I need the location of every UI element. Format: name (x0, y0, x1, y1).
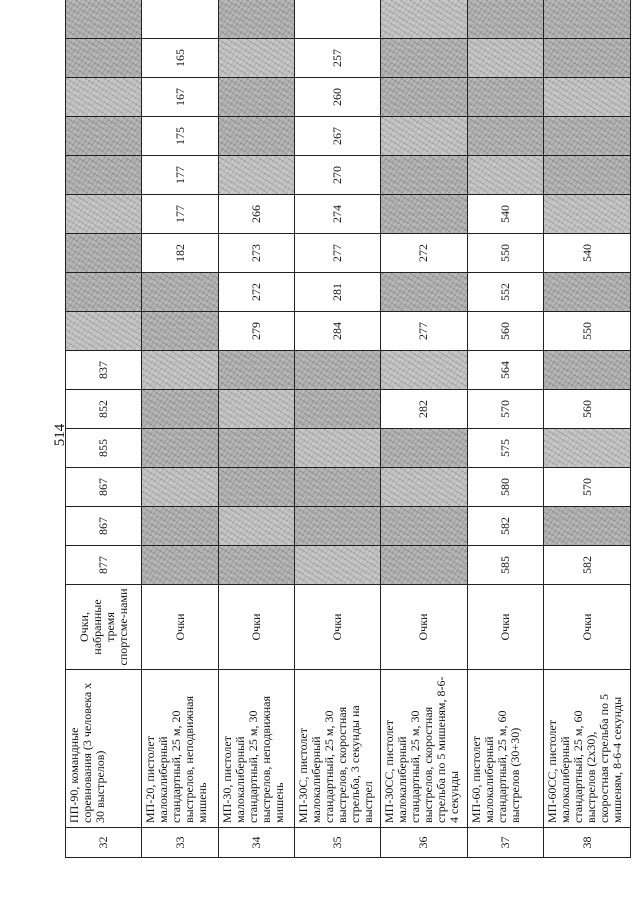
value-cell: 272 (218, 273, 294, 312)
value-cell: 165 (142, 39, 218, 78)
page-number: 514 (52, 423, 68, 447)
shaded-value-cell (467, 156, 543, 195)
shaded-value-cell (142, 546, 218, 585)
discipline-description-cell: МП-30СС, пистолет малокалиберный стандартный, 25 м, 30 выстрелов, скоростная стрельба по 5 мишеням, 8-6-4 секунды (380, 670, 467, 828)
shaded-value-cell (380, 195, 467, 234)
discipline-description-cell: ПП-90, командные соревнования (3 человека x 30 выстрелов) (66, 670, 142, 828)
shaded-value-cell (380, 273, 467, 312)
shaded-value-cell (295, 507, 381, 546)
value-cell: 266 (218, 195, 294, 234)
value-cell (295, 0, 381, 39)
value-cell: 550 (544, 312, 631, 351)
shaded-value-cell (66, 0, 142, 39)
shaded-value-cell (66, 78, 142, 117)
shaded-value-cell (295, 390, 381, 429)
row-number-cell: 37 (467, 828, 543, 858)
shaded-value-cell (142, 507, 218, 546)
norms-table-rotated (65, 33, 631, 858)
shaded-value-cell (66, 117, 142, 156)
shaded-value-cell (218, 429, 294, 468)
value-cell: 564 (467, 351, 543, 390)
shaded-value-cell (66, 234, 142, 273)
value-cell: 585 (467, 546, 543, 585)
value-cell: 274 (295, 195, 381, 234)
table-row (66, 0, 142, 858)
shaded-value-cell (467, 0, 543, 39)
shaded-value-cell (380, 78, 467, 117)
shaded-value-cell (66, 156, 142, 195)
value-cell: 867 (66, 468, 142, 507)
shaded-value-cell (142, 312, 218, 351)
shaded-value-cell (380, 546, 467, 585)
shaded-value-cell (380, 156, 467, 195)
shaded-value-cell (380, 429, 467, 468)
shaded-value-cell (544, 39, 631, 78)
discipline-description-cell: МП-30С, пистолет малокалиберный стандартный, 25 м, 30 выстрелов, скоростная стрельба, 3 секунды на выстрел (295, 670, 381, 828)
shaded-value-cell (295, 351, 381, 390)
shaded-value-cell (142, 468, 218, 507)
value-cell: 270 (295, 156, 381, 195)
row-number-cell: 32 (66, 828, 142, 858)
value-cell: 177 (142, 156, 218, 195)
discipline-description-cell: МП-30, пистолет малокалиберный стандартный, 25 м, 30 выстрелов, неподвижная мишень (218, 670, 294, 828)
shaded-value-cell (380, 507, 467, 546)
shaded-value-cell (380, 0, 467, 39)
value-cell: 260 (295, 78, 381, 117)
value-cell: 277 (380, 312, 467, 351)
shaded-value-cell (380, 351, 467, 390)
value-cell: 570 (467, 390, 543, 429)
value-cell: 580 (467, 468, 543, 507)
row-number-cell: 34 (218, 828, 294, 858)
shaded-value-cell (218, 507, 294, 546)
table-row (142, 0, 218, 858)
shaded-value-cell (218, 546, 294, 585)
value-cell: 582 (544, 546, 631, 585)
discipline-description-cell: МП-60СС, пистолет малокалиберный стандартный, 25 м, 60 выстрелов (2х30), скоростная стрельба по 5 мишеням, 8-6-4 секунды (544, 670, 631, 828)
shaded-value-cell (295, 468, 381, 507)
value-cell (142, 0, 218, 39)
norms-table (65, 0, 631, 858)
value-cell: 575 (467, 429, 543, 468)
unit-cell: Очки (218, 585, 294, 670)
row-number-cell: 33 (142, 828, 218, 858)
shaded-value-cell (544, 117, 631, 156)
value-cell: 877 (66, 546, 142, 585)
shaded-value-cell (142, 390, 218, 429)
shaded-value-cell (218, 156, 294, 195)
unit-cell: Очки (295, 585, 381, 670)
row-number-cell: 36 (380, 828, 467, 858)
shaded-value-cell (467, 78, 543, 117)
value-cell: 281 (295, 273, 381, 312)
shaded-value-cell (295, 429, 381, 468)
shaded-value-cell (66, 273, 142, 312)
shaded-value-cell (544, 195, 631, 234)
table-row (295, 0, 381, 858)
table-row (380, 0, 467, 858)
shaded-value-cell (467, 117, 543, 156)
value-cell: 182 (142, 234, 218, 273)
value-cell: 560 (467, 312, 543, 351)
shaded-value-cell (380, 468, 467, 507)
shaded-value-cell (218, 0, 294, 39)
value-cell: 257 (295, 39, 381, 78)
shaded-value-cell (295, 546, 381, 585)
shaded-value-cell (218, 78, 294, 117)
row-number-cell: 38 (544, 828, 631, 858)
value-cell: 540 (544, 234, 631, 273)
shaded-value-cell (544, 0, 631, 39)
shaded-value-cell (218, 351, 294, 390)
shaded-value-cell (66, 195, 142, 234)
value-cell: 867 (66, 507, 142, 546)
value-cell: 167 (142, 78, 218, 117)
value-cell: 560 (544, 390, 631, 429)
table-row (218, 0, 294, 858)
shaded-value-cell (544, 351, 631, 390)
value-cell: 279 (218, 312, 294, 351)
shaded-value-cell (218, 117, 294, 156)
value-cell: 177 (142, 195, 218, 234)
shaded-value-cell (544, 507, 631, 546)
shaded-value-cell (218, 39, 294, 78)
value-cell: 552 (467, 273, 543, 312)
shaded-value-cell (66, 312, 142, 351)
shaded-value-cell (142, 429, 218, 468)
shaded-value-cell (218, 390, 294, 429)
shaded-value-cell (66, 39, 142, 78)
unit-cell: Очки (544, 585, 631, 670)
value-cell: 570 (544, 468, 631, 507)
unit-cell: Очки (467, 585, 543, 670)
value-cell: 267 (295, 117, 381, 156)
shaded-value-cell (380, 39, 467, 78)
unit-cell: Очки (142, 585, 218, 670)
norms-table-container (65, 33, 631, 858)
row-number-cell: 35 (295, 828, 381, 858)
shaded-value-cell (544, 273, 631, 312)
value-cell: 852 (66, 390, 142, 429)
value-cell: 282 (380, 390, 467, 429)
table-row (544, 0, 631, 858)
shaded-value-cell (380, 117, 467, 156)
shaded-value-cell (218, 468, 294, 507)
shaded-value-cell (142, 273, 218, 312)
discipline-description-cell: МП-60, пистолет малокалиберный стандартный, 25 м, 60 выстрелов (30+30) (467, 670, 543, 828)
value-cell: 277 (295, 234, 381, 273)
value-cell: 540 (467, 195, 543, 234)
discipline-description-cell: МП-20, пистолет малокалиберный стандартный, 25 м, 20 выстрелов, неподвижная мишень (142, 670, 218, 828)
value-cell: 582 (467, 507, 543, 546)
value-cell: 855 (66, 429, 142, 468)
value-cell: 272 (380, 234, 467, 273)
unit-cell: Очки, набранные тремя спортсме-нами (66, 585, 142, 670)
unit-cell: Очки (380, 585, 467, 670)
table-row (467, 0, 543, 858)
shaded-value-cell (142, 351, 218, 390)
value-cell: 175 (142, 117, 218, 156)
value-cell: 284 (295, 312, 381, 351)
value-cell: 837 (66, 351, 142, 390)
value-cell: 550 (467, 234, 543, 273)
value-cell: 273 (218, 234, 294, 273)
shaded-value-cell (544, 78, 631, 117)
norms-table-body (66, 0, 631, 858)
shaded-value-cell (544, 156, 631, 195)
shaded-value-cell (467, 39, 543, 78)
shaded-value-cell (544, 429, 631, 468)
